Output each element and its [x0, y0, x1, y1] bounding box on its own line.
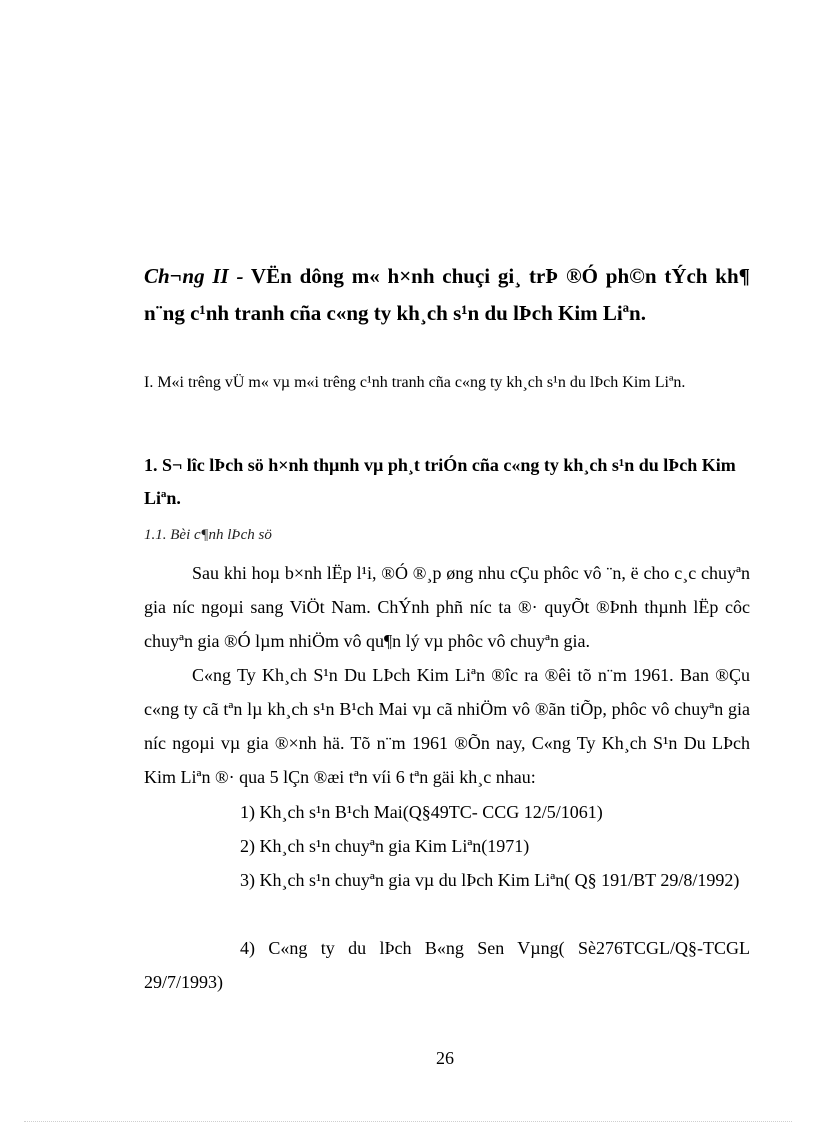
list-item: 1) Kh¸ch s¹n B¹ch Mai(Q§49TC- CCG 12/5/1061)	[240, 802, 603, 822]
subsection-heading: 1. S¬ lîc lÞch sö h×nh thµnh vµ ph¸t triÓn cña c«ng ty kh¸ch s¹n du lÞch Kim Liªn.	[144, 455, 736, 508]
list-item: 2) Kh¸ch s¹n chuyªn gia Kim Liªn(1971)	[240, 836, 530, 856]
chapter-title	[144, 258, 750, 332]
page-bottom-divider	[24, 1121, 792, 1122]
chapter-number: Ch¬ng II -	[144, 264, 244, 288]
paragraph-2: C«ng Ty Kh¸ch S¹n Du LÞch Kim Liªn ®îc ra ®êi tõ n¨m 1961. Ban ®Çu c«ng ty cã tªn lµ kh¸ch s¹n B¹ch Mai vµ cã nhiÖm vô ®ãn tiÕp, phôc vô chuyªn gia níc ngoµi vµ gia ®×nh hä. Tõ n¨m 1961 ®Õn nay, C«ng Ty Kh¸ch S¹n Du LÞch Kim Liªn ®· qua 5 lÇn ®æi tªn víi 6 tªn gäi kh¸c nhau:	[144, 665, 750, 787]
subsection-1-1-heading: 1.1. Bèi c¶nh lÞch sö	[144, 527, 272, 543]
page-number: 26	[436, 1048, 454, 1068]
section-heading: I. M«i trêng vÜ m« vµ m«i trêng c¹nh tranh cña c«ng ty kh¸ch s¹n du lÞch Kim Liªn.	[144, 374, 686, 391]
list-item: 4) C«ng ty du lÞch B«ng Sen Vµng( Sè276TCGL/Q§-TCGL 29/7/1993)	[144, 938, 750, 992]
list-item: 3) Kh¸ch s¹n chuyªn gia vµ du lÞch Kim Liªn( Q§ 191/BT 29/8/1992)	[240, 870, 740, 890]
paragraph-1: Sau khi hoµ b×nh lËp l¹i, ®Ó ®¸p øng nhu cÇu phôc vô ¨n, ë cho c¸c chuyªn gia níc ngoµi sang ViÖt Nam. ChÝnh phñ níc ta ®· quyÕt ®Þnh thµnh lËp côc chuyªn gia ®Ó lµm nhiÖm vô qu¶n lý vµ phôc vô chuyªn gia.	[144, 563, 750, 651]
chapter-title-text: VËn dông m« h×nh chuçi gi¸ trÞ ®Ó ph©n tÝch kh¶ n¨ng c¹nh tranh cña c«ng ty kh¸ch s¹n du lÞch Kim Liªn.	[144, 264, 750, 325]
